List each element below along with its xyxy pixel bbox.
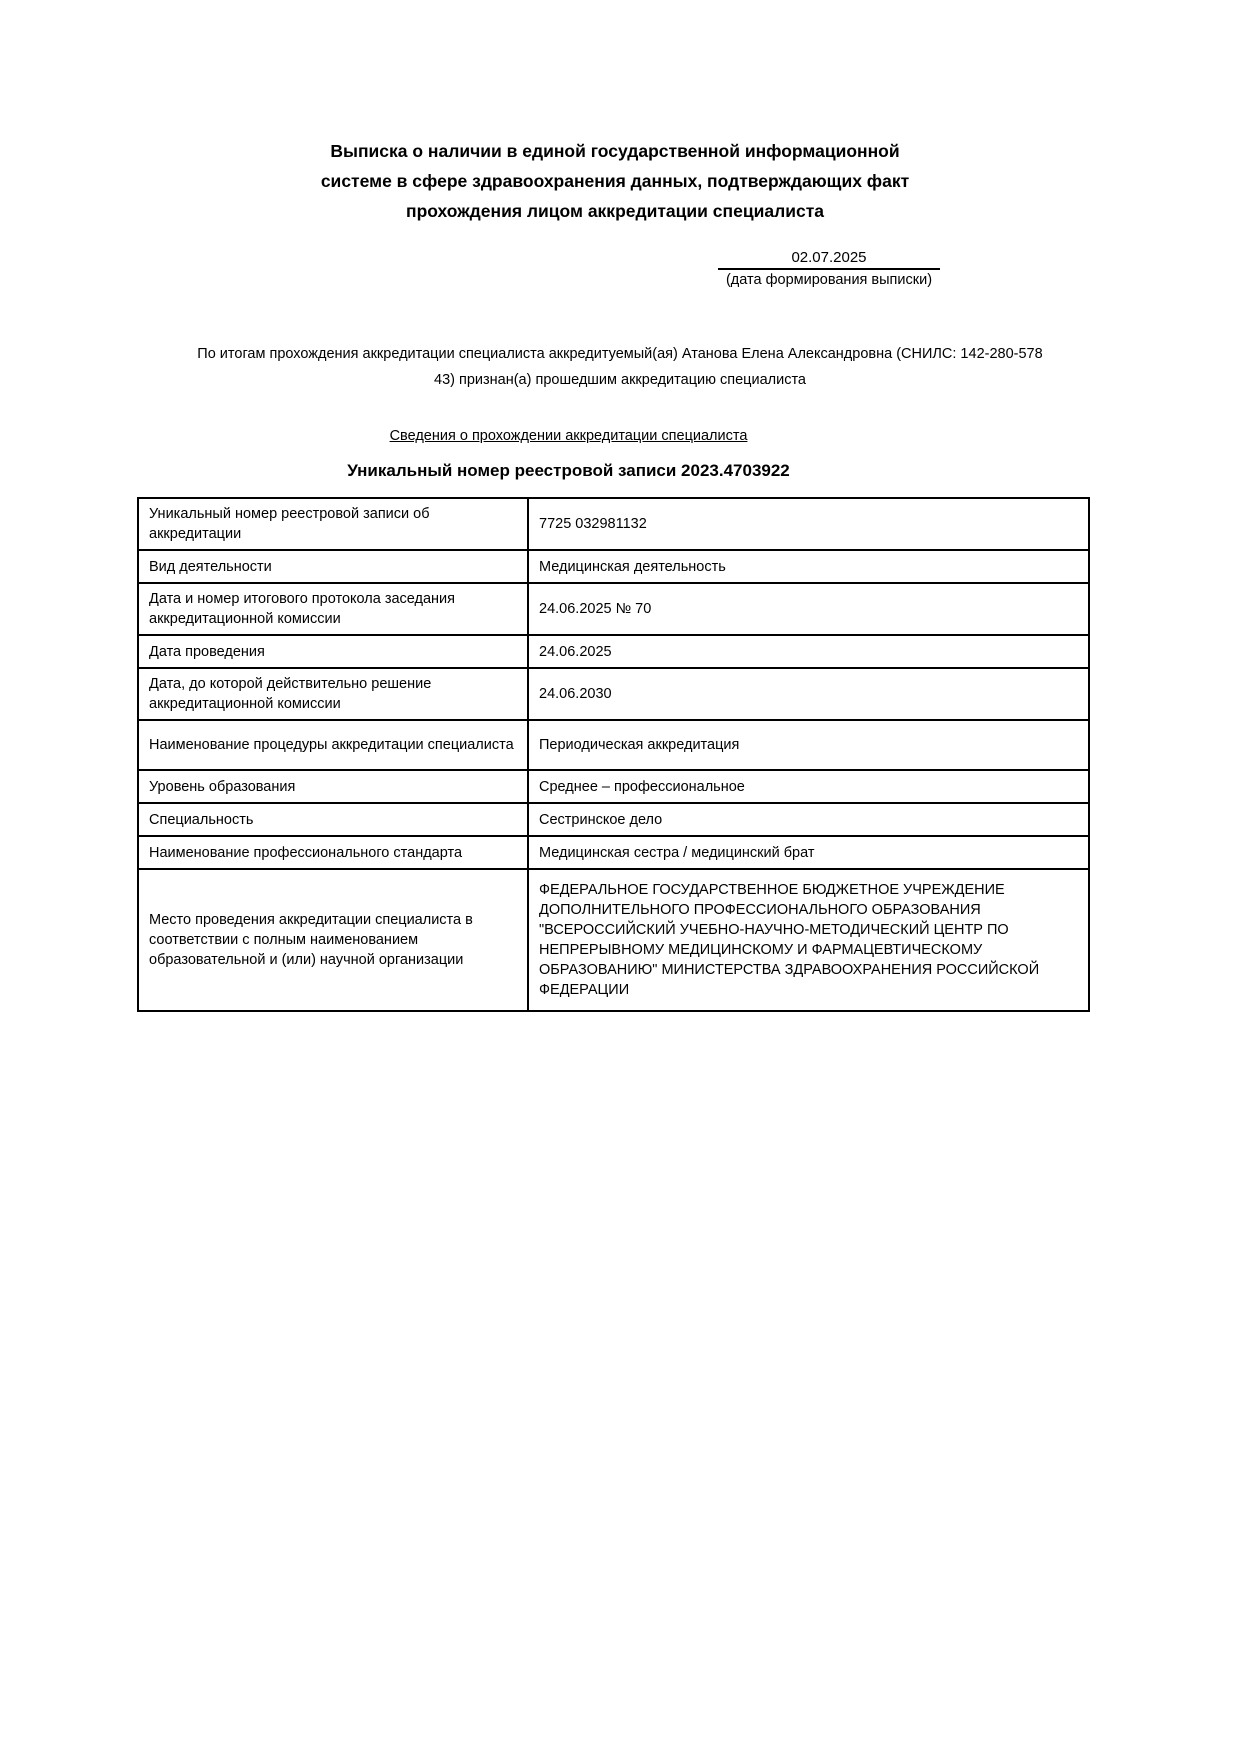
statement-line: 43) признан(а) прошедшим аккредитацию специалиста [434, 372, 806, 388]
field-value: Периодическая аккредитация [528, 720, 1089, 770]
document-title-line: Выписка о наличии в единой государственной информационной [330, 141, 900, 161]
field-label: Дата, до которой действительно решение аккредитационной комиссии [138, 668, 528, 720]
field-label: Дата и номер итогового протокола заседания аккредитационной комиссии [138, 583, 528, 635]
field-label: Место проведения аккредитации специалиста в соответствии с полным наименованием образовательной и (или) научной организации [138, 869, 528, 1011]
table-row [138, 668, 1089, 720]
table-row [138, 869, 1089, 1011]
table-row [138, 803, 1089, 836]
field-value: Сестринское дело [528, 803, 1089, 836]
issue-date-block [718, 249, 940, 288]
field-label: Вид деятельности [138, 550, 528, 583]
issue-date-caption: (дата формирования выписки) [725, 272, 933, 288]
field-label: Наименование профессионального стандарта [138, 836, 528, 869]
field-value: 24.06.2030 [528, 668, 1089, 720]
field-value: ФЕДЕРАЛЬНОЕ ГОСУДАРСТВЕННОЕ БЮДЖЕТНОЕ УЧРЕЖДЕНИЕ ДОПОЛНИТЕЛЬНОГО ПРОФЕССИОНАЛЬНОГО ОБРАЗОВАНИЯ "ВСЕРОССИЙСКИЙ УЧЕБНО-НАУЧНО-МЕТОДИЧЕСКИЙ ЦЕНТР ПО НЕПРЕРЫВНОМУ МЕДИЦИНСКОМУ И ФАРМАЦЕВТИЧЕСКОМУ ОБРАЗОВАНИЮ" МИНИСТЕРСТВА ЗДРАВООХРАНЕНИЯ РОССИЙСКОЙ ФЕДЕРАЦИИ [528, 869, 1089, 1011]
document-title-line: прохождения лицом аккредитации специалиста [406, 201, 824, 221]
field-label: Наименование процедуры аккредитации специалиста [138, 720, 528, 770]
statement-line: По итогам прохождения аккредитации специалиста аккредитуемый(ая) Атанова Елена Александровна (СНИЛС: 142-280-578 [197, 346, 1043, 362]
registry-number-heading: Уникальный номер реестровой записи 2023.4703922 [347, 461, 790, 480]
accreditation-statement [80, 341, 1160, 393]
table-row [138, 770, 1089, 803]
accreditation-table [137, 497, 1090, 1012]
document-title [137, 136, 1093, 226]
field-value: Среднее – профессиональное [528, 770, 1089, 803]
table-row [138, 550, 1089, 583]
field-value: 24.06.2025 [528, 635, 1089, 668]
document-title-line: системе в сфере здравоохранения данных, подтверждающих факт [320, 171, 910, 191]
table-row [138, 583, 1089, 635]
section-heading: Сведения о прохождении аккредитации специалиста [389, 428, 748, 444]
issue-date: 02.07.2025 [718, 249, 940, 270]
field-value: Медицинская сестра / медицинский брат [528, 836, 1089, 869]
field-value: Медицинская деятельность [528, 550, 1089, 583]
table-row [138, 498, 1089, 550]
table-row [138, 720, 1089, 770]
field-label: Уровень образования [138, 770, 528, 803]
table-row [138, 836, 1089, 869]
field-label: Дата проведения [138, 635, 528, 668]
table-row [138, 635, 1089, 668]
field-value: 24.06.2025 № 70 [528, 583, 1089, 635]
field-value: 7725 032981132 [528, 498, 1089, 550]
field-label: Специальность [138, 803, 528, 836]
field-label: Уникальный номер реестровой записи об аккредитации [138, 498, 528, 550]
